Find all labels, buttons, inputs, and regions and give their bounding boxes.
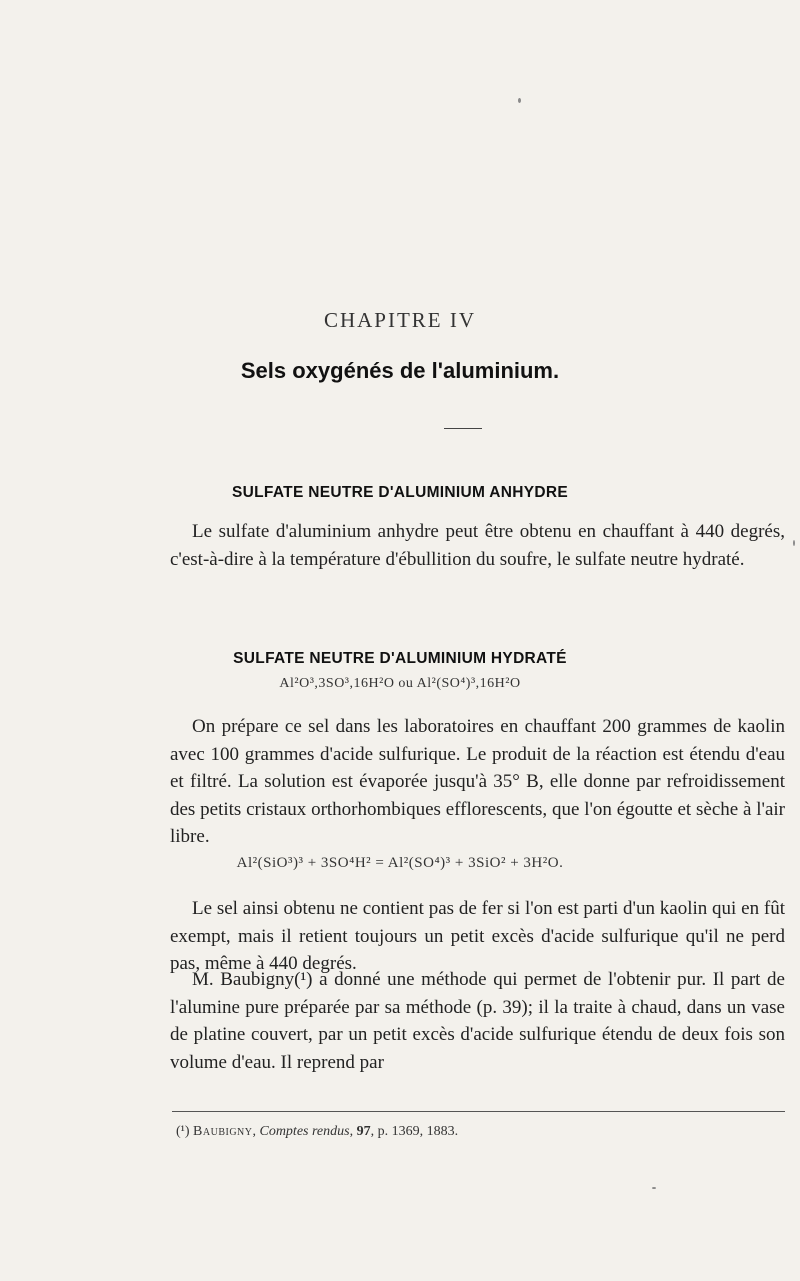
chemical-equation: Al²(SiO³)³ + 3SO⁴H² = Al²(SO⁴)³ + 3SiO² + 3H²O. bbox=[236, 855, 564, 871]
footnote-author: Baubigny bbox=[193, 1124, 253, 1139]
formula-hydrate: Al²O³,3SO³,16H²O ou Al²(SO⁴)³,16H²O bbox=[279, 676, 521, 691]
footnote-marker: (¹) bbox=[176, 1124, 190, 1139]
paragraph-preparation-text: On prépare ce sel dans les laboratoires en chauffant 200 grammes de kaolin avec 100 grammes d'acide sulfurique. Le produit de la réaction est étendu d'eau et filtré. La solution est évaporée jusqu'à 35° B, elle donne par refroidissement des petits cristaux orthorhombiques efflorescents, que l'on égoutte et sèche à l'air libre. bbox=[170, 716, 785, 847]
footnote-journal: Comptes rendus bbox=[259, 1124, 350, 1139]
paragraph-anhydre-text: Le sulfate d'aluminium anhydre peut être obtenu en chauffant à 440 degrés, c'est-à-dire à la température d'ébullition du soufre, le sulfate neutre hydraté. bbox=[170, 521, 785, 570]
paragraph-anhydre bbox=[170, 518, 785, 573]
paragraph-iron-text: Le sel ainsi obtenu ne contient pas de fer si l'on est parti d'un kaolin qui en fût exempt, mais il retient toujours un petit excès d'acide sulfurique qu'il ne perd pas, même à 440 degrés. bbox=[170, 898, 785, 974]
footnote-pages: , p. 1369, 1883. bbox=[370, 1124, 459, 1139]
print-speck bbox=[652, 1187, 656, 1189]
chapter-heading: CHAPITRE IV bbox=[323, 308, 477, 332]
footnote-divider bbox=[172, 1111, 785, 1112]
chapter-title: Sels oxygénés de l'aluminium. bbox=[240, 358, 560, 383]
title-divider bbox=[444, 428, 482, 429]
section-heading-anhydre: SULFATE NEUTRE D'ALUMINIUM ANHYDRE bbox=[232, 484, 568, 501]
footnote: (¹) Baubigny, Comptes rendus, 97, p. 1369, 1883. bbox=[176, 1124, 459, 1139]
print-speck bbox=[518, 98, 521, 103]
paragraph-baubigny bbox=[170, 966, 785, 1076]
paragraph-preparation bbox=[170, 713, 785, 851]
paragraph-baubigny-text: M. Baubigny(¹) a donné une méthode qui permet de l'obtenir pur. Il part de l'alumine pure préparée par sa méthode (p. 39); il la traite à chaud, dans un vase de platine couvert, par un petit excès d'acide sulfurique étendu de deux fois son volume d'eau. Il reprend par bbox=[170, 969, 785, 1073]
print-speck bbox=[793, 540, 795, 546]
section-heading-hydrate: SULFATE NEUTRE D'ALUMINIUM HYDRATÉ bbox=[233, 650, 567, 667]
footnote-volume: 97 bbox=[356, 1124, 371, 1139]
